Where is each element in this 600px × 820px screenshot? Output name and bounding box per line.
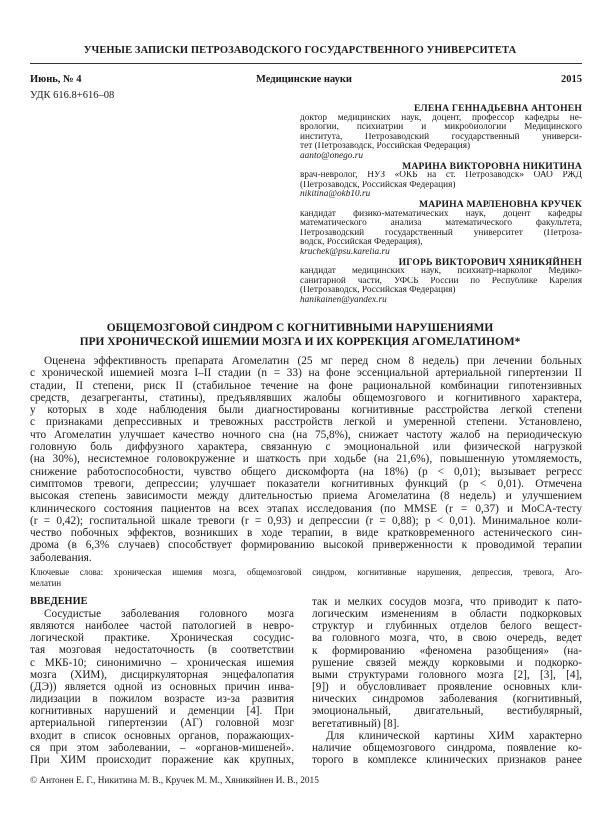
abstract-line: высокая степень зависимости между длительностью приема Агомелатина (8 недель) и улучшением bbox=[30, 490, 582, 503]
right-column bbox=[312, 596, 582, 766]
body-line: ва головного мозга, что, в свою очередь, ведет bbox=[312, 632, 582, 645]
body-line: входит в список основных органов, поражающих- bbox=[30, 729, 294, 742]
journal-title: УЧЕНЫЕ ЗАПИСКИ ПЕТРОЗАВОДСКОГО ГОСУДАРСТВЕННОГО УНИВЕРСИТЕТА bbox=[83, 45, 517, 56]
copyright-line: © Антонен Е. Г., Никитина М. В., Кручек М. М., Хяникяйнен И. В., 2015 bbox=[30, 776, 319, 786]
body-line: (ДЭ)) является одной из основных причин инва- bbox=[30, 680, 294, 693]
author-affiliation-line: водск, Российская Федерация), bbox=[300, 238, 423, 248]
author-affiliation-line: математического анализа математического факультета, bbox=[300, 219, 582, 229]
body-line: когнитивных нарушений и деменции [4]. При bbox=[30, 705, 294, 718]
author-name: ЕЛЕНА ГЕННАДЬЕВНА АНТОНЕН bbox=[414, 103, 582, 114]
body-line: [9]) и обусловливает проявление основных кли- bbox=[312, 681, 582, 694]
author-affiliation-line: кандидат медицинских наук, психиатр-нарколог Медико- bbox=[300, 267, 582, 277]
abstract-line: у которых в ходе наблюдения были диагностированы когнитивные расстройства легкой степени bbox=[30, 404, 582, 417]
abstract-line: с хронической ишемией мозга I–II стадии (n = 33) на фоне эссенциальной артериальной гипертензии II bbox=[30, 367, 582, 380]
left-column bbox=[30, 596, 294, 766]
author-affiliation-line: тет (Петрозаводск, Российская Федерация) bbox=[300, 142, 471, 152]
authors-block bbox=[300, 104, 582, 305]
author-email: kruchek@psu.karelia.ru bbox=[300, 247, 390, 257]
body-line: выми структурами головного мозга [2], [3], [4], bbox=[312, 668, 582, 681]
body-line: артериальной гипертензии (АГ) головной мозг bbox=[30, 717, 294, 730]
body-line: ся при этом заболевании, – «органов-мишеней». bbox=[30, 741, 294, 754]
author-name: ИГОРЬ ВИКТОРОВИЧ ХЯНИКЯЙНЕН bbox=[398, 256, 582, 268]
abstract bbox=[30, 355, 582, 564]
author-affiliation-line: института, Петрозаводский государственный универси- bbox=[300, 132, 582, 142]
abstract-line: (на 30%), несистемное головокружение и шаткость при ходьбе (на 21,6%), повышенную утомляемость, bbox=[30, 453, 582, 466]
body-line: лидизации в пожилом возрасте из-за развития bbox=[30, 693, 294, 706]
keywords-line: Ключевые слова: хроническая ишемия мозга, общемозговой синдром, когнитивные нарушения, депрессия, тревога, Аго- bbox=[30, 567, 582, 577]
author-affiliation-line: (Петрозаводск, Российская Федерация) bbox=[300, 180, 456, 190]
body-line: структур и глубинных отделов белого вещест- bbox=[312, 620, 582, 633]
abstract-line: дрома (в 6,3% случаев) способствует формированию высокой приверженности к проводимой терапии bbox=[30, 539, 582, 552]
issue-label: Июнь, № 4 bbox=[30, 74, 82, 85]
body-line: являются наиболее частой патологией в невро- bbox=[30, 620, 294, 633]
body-line: мозга (ХИМ), дисциркуляторная энцефалопатия bbox=[30, 668, 294, 681]
article-title bbox=[0, 321, 600, 349]
author-affiliation-line: санитарной части, УФСБ России по Республике Карелия bbox=[300, 276, 582, 286]
body-line: Для клинической картины ХИМ характерно bbox=[326, 729, 582, 742]
author-affiliation-line: кандидат физико-математических наук, доцент кафедры bbox=[300, 209, 582, 219]
abstract-line: с признаками депрессивных и тревожных расстройств легкой и умеренной степени. Установлено, bbox=[30, 416, 582, 429]
body-line: эмоциональный, двигательный, вестибулярный, bbox=[312, 705, 582, 718]
section-label: Медицинские науки bbox=[256, 74, 352, 85]
abstract-line: (r = 0,42); госпитальной шкале тревоги (r = 0,93) и депрессии (r = 0,88); p < 0,01). Минимальное коли- bbox=[30, 514, 582, 527]
title-line: ОБЩЕМОЗГОВОЙ СИНДРОМ С КОГНИТИВНЫМИ НАРУШЕНИЯМИ bbox=[106, 322, 494, 334]
body-line: логическим изменениям в области подкорковых bbox=[312, 608, 582, 621]
body-line: рушение связей между корковыми и подкорко- bbox=[312, 656, 582, 669]
abstract-line: снижение работоспособности, чувство общего дискомфорта (на 18%) (p < 0,01); вызывает регресс bbox=[30, 465, 582, 478]
title-line: ПРИ ХРОНИЧЕСКОЙ ИШЕМИИ МОЗГА И ИХ КОРРЕКЦИЯ АГОМЕЛАТИНОМ* bbox=[79, 336, 521, 348]
author-affiliation-line: (Петрозаводск, Российская Федерация) bbox=[300, 286, 456, 296]
author-affiliation-line: Петрозаводский государственный университет (Петроза- bbox=[300, 228, 582, 238]
body-line: Сосудистые заболевания головного мозга bbox=[44, 608, 294, 620]
abstract-line: средств, дезагреганты, статины), предъявлявших жалобы общемозгового и когнитивного характера, bbox=[30, 391, 582, 404]
body-line: к формированию «феномена разобщения» (на- bbox=[312, 644, 582, 657]
year-label: 2015 bbox=[561, 74, 582, 85]
body-line: так и мелких сосудов мозга, что приводит к пато- bbox=[312, 596, 582, 608]
body-line: с МКБ-10; синонимично – хроническая ишемия bbox=[30, 656, 294, 669]
body-line: логической практике. Хроническая сосудис- bbox=[30, 632, 294, 645]
keywords-line: мелатин bbox=[30, 577, 62, 588]
body-line: нических синдромов заболевания (когнитивный, bbox=[312, 693, 582, 706]
abstract-line: головную боль диффузного характера, связанную с эмоциональной или физической нагрузкой bbox=[30, 441, 582, 454]
body-line: вегетативный) [8]. bbox=[312, 717, 400, 730]
author-affiliation-line: врач-невролог, НУЗ «ОКБ на ст. Петрозаводск» ОАО РЖД bbox=[300, 171, 582, 181]
author-email: hanikainen@yandex.ru bbox=[300, 295, 387, 305]
body-line: При ХИМ происходит поражение как крупных, bbox=[30, 753, 294, 766]
abstract-line: что Агомелатин улучшает качество ночного сна (на 75,8%), снижает частоту жалоб на периодическую bbox=[30, 428, 582, 441]
abstract-line: клинического состояния пациентов на всех этапах исследования (по MMSE (r = 0,37) и MoCA-тесту bbox=[30, 502, 582, 515]
author-email: nikitina@okb10.ru bbox=[300, 190, 371, 200]
abstract-line: чество побочных эффектов, возникших в ходе терапии, в виде кратковременного астенического син- bbox=[30, 527, 582, 540]
section-heading-introduction: ВВЕДЕНИЕ bbox=[30, 596, 88, 607]
udk-code: УДК 616.8+616–08 bbox=[30, 90, 115, 101]
body-line: тая мозговая недостаточность (в соответствии bbox=[30, 644, 294, 657]
header-rule bbox=[30, 63, 582, 64]
abstract-line: стадии, II степени, риск II (стабильное течение на фоне рациональной комбинации гипотензивных bbox=[30, 379, 582, 392]
author-affiliation-line: врологии, психиатрии и микробиологии Медицинского bbox=[300, 123, 582, 133]
abstract-line: заболевания. bbox=[30, 551, 92, 564]
author-email: aanto@onego.ru bbox=[300, 151, 364, 161]
body-line: торого в комплексе клинических признаков ранее bbox=[312, 754, 582, 767]
abstract-line: Оценена эффективность препарата Агомелатин (25 мг перед сном 8 недель) при лечении больных bbox=[44, 355, 582, 367]
author-name: МАРИНА ВИКТОРОВНА НИКИТИНА bbox=[402, 160, 582, 172]
keywords bbox=[30, 567, 582, 588]
abstract-line: симптомов тревоги, депрессии; улучшает показатели когнитивных функций (p < 0,01). Отмечена bbox=[30, 477, 582, 490]
body-line: наличие общемозгового синдрома, появление ко- bbox=[312, 741, 582, 754]
author-affiliation-line: доктор медицинских наук, доцент, профессор кафедры не- bbox=[300, 113, 582, 123]
author-name: МАРИНА МАРЛЕНОВНА КРУЧЕК bbox=[419, 198, 582, 210]
